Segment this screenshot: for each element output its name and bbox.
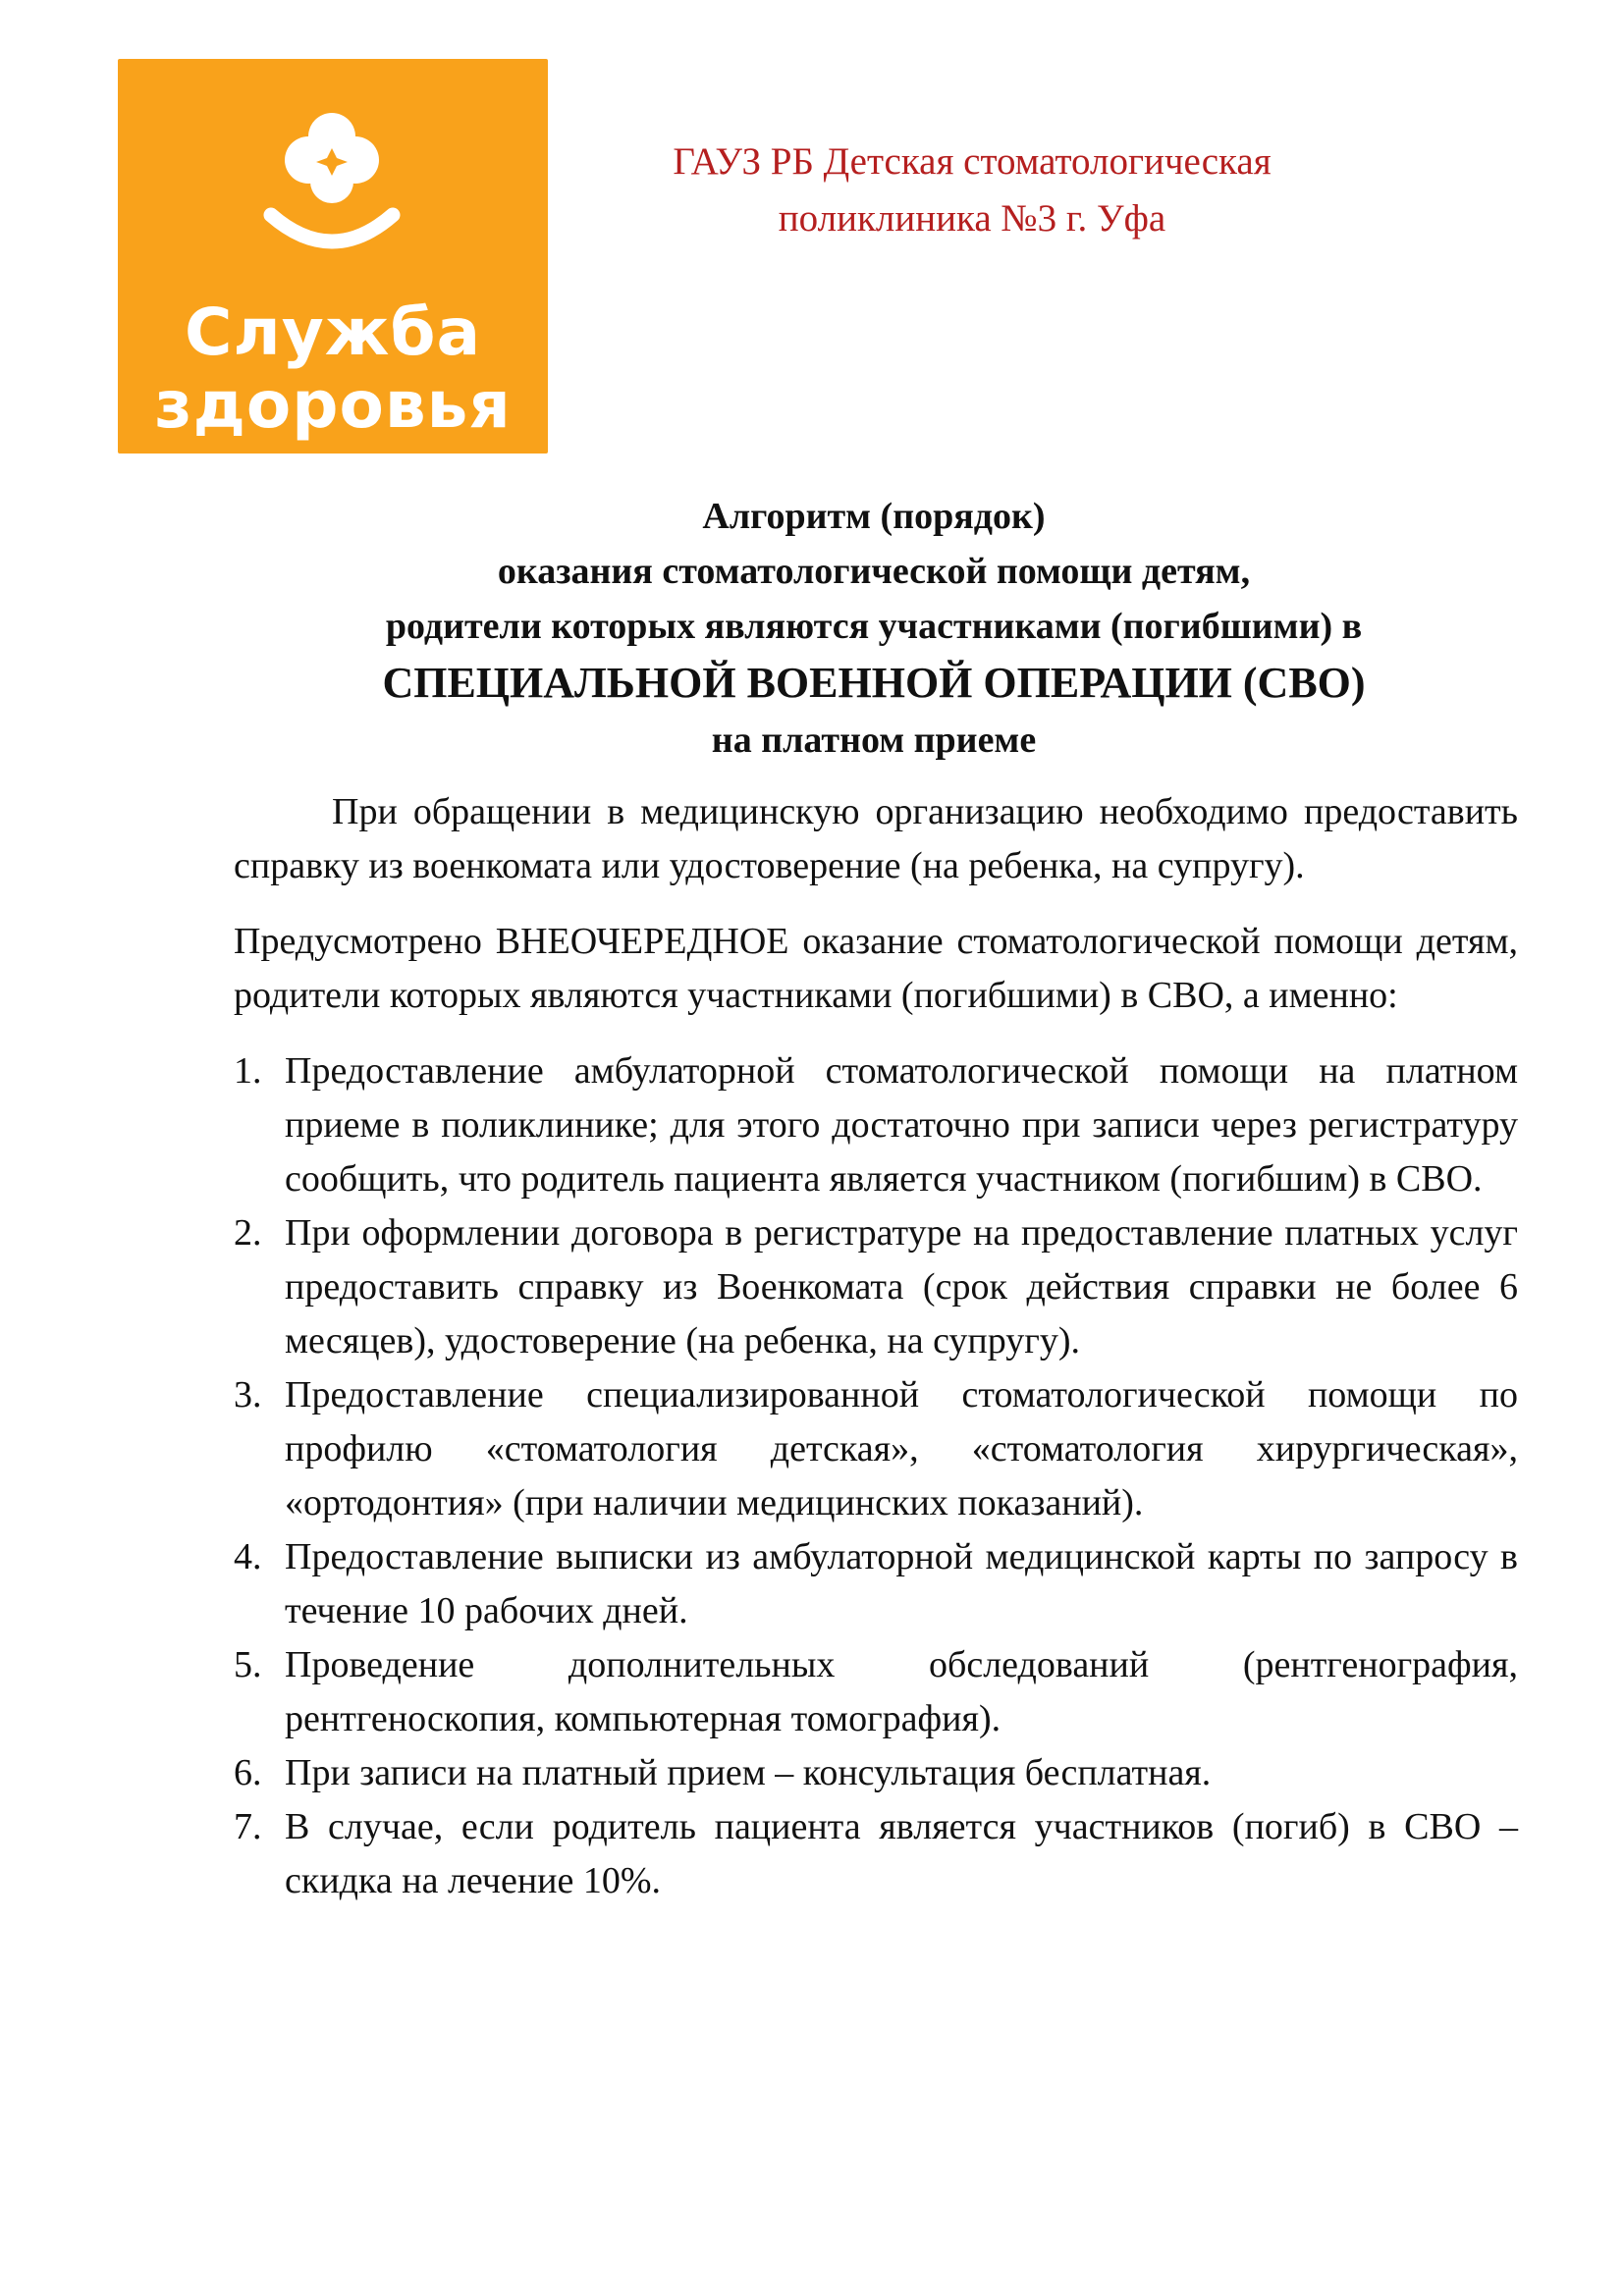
list-item-text: В случае, если родитель пациента является участников (погиб) в СВО – скидка на лечение 10%. [285,1806,1518,1901]
title-line2: оказания стоматологической помощи детям, [497,551,1251,592]
title-line1: Алгоритм (порядок) [702,496,1046,537]
list-item [234,1746,1518,1800]
list-item-number: 7. [234,1806,262,1847]
list-item-number: 2. [234,1212,262,1254]
list-item-text: Проведение дополнительных обследований (рентгенография, рентгеноскопия, компьютерная томография). [285,1644,1518,1739]
intro-paragraph: При обращении в медицинскую организацию необходимо предоставить справку из военкомата или удостоверение (на ребенка, на супругу). [234,791,1518,886]
organization-name [589,133,1355,247]
list-item-text: Предоставление выписки из амбулаторной медицинской карты по запросу в течение 10 рабочих дней. [285,1536,1518,1631]
list-item-text: При оформлении договора в регистратуре на предоставление платных услуг предоставить справку из Военкомата (срок действия справки не более 6 месяцев), удостоверение (на ребенка, на супругу). [285,1212,1518,1362]
list-item [234,1638,1518,1746]
list-item [234,1530,1518,1638]
list-item-number: 1. [234,1050,262,1092]
title-line5: на платном приеме [711,720,1037,761]
organization-name-line2: поликлиника №3 г. Уфа [778,197,1166,240]
document-body [234,785,1518,1908]
title-line3: родители которых являются участниками (погибшими) в [385,606,1363,647]
list-item [234,1044,1518,1206]
list-item-text: Предоставление амбулаторной стоматологической помощи на платном приеме в поликлинике; для этого достаточно при записи через регистратуру сообщить, что родитель пациента является участником (погибшим) в СВО. [285,1050,1518,1200]
list-item [234,1206,1518,1368]
list-item-number: 5. [234,1644,262,1685]
lead-paragraph: Предусмотрено ВНЕОЧЕРЕДНОЕ оказание стоматологической помощи детям, родители которых являются участниками (погибшими) в СВО, а именно: [234,921,1518,1016]
logo-text-line1: Служба [184,294,482,370]
list-item-text: Предоставление специализированной стоматологической помощи по профилю «стоматология детская», «стоматология хирургическая», «ортодонтия» (при наличии медицинских показаний). [285,1374,1518,1523]
list-item-number: 3. [234,1374,262,1415]
list-item-number: 4. [234,1536,262,1577]
logo [118,59,548,454]
list-item-text: При записи на платный прием – консультация бесплатная. [285,1752,1212,1793]
list-item [234,1368,1518,1530]
organization-name-line1: ГАУЗ РБ Детская стоматологическая [673,140,1272,183]
title-line4: СПЕЦИАЛЬНОЙ ВОЕННОЙ ОПЕРАЦИИ (СВО) [382,659,1366,707]
document-title [147,489,1600,768]
list-item [234,1800,1518,1908]
services-list [234,1044,1518,1908]
flower-smile-icon [263,113,401,250]
logo-text-line2: здоровья [154,367,512,443]
list-item-number: 6. [234,1752,262,1793]
